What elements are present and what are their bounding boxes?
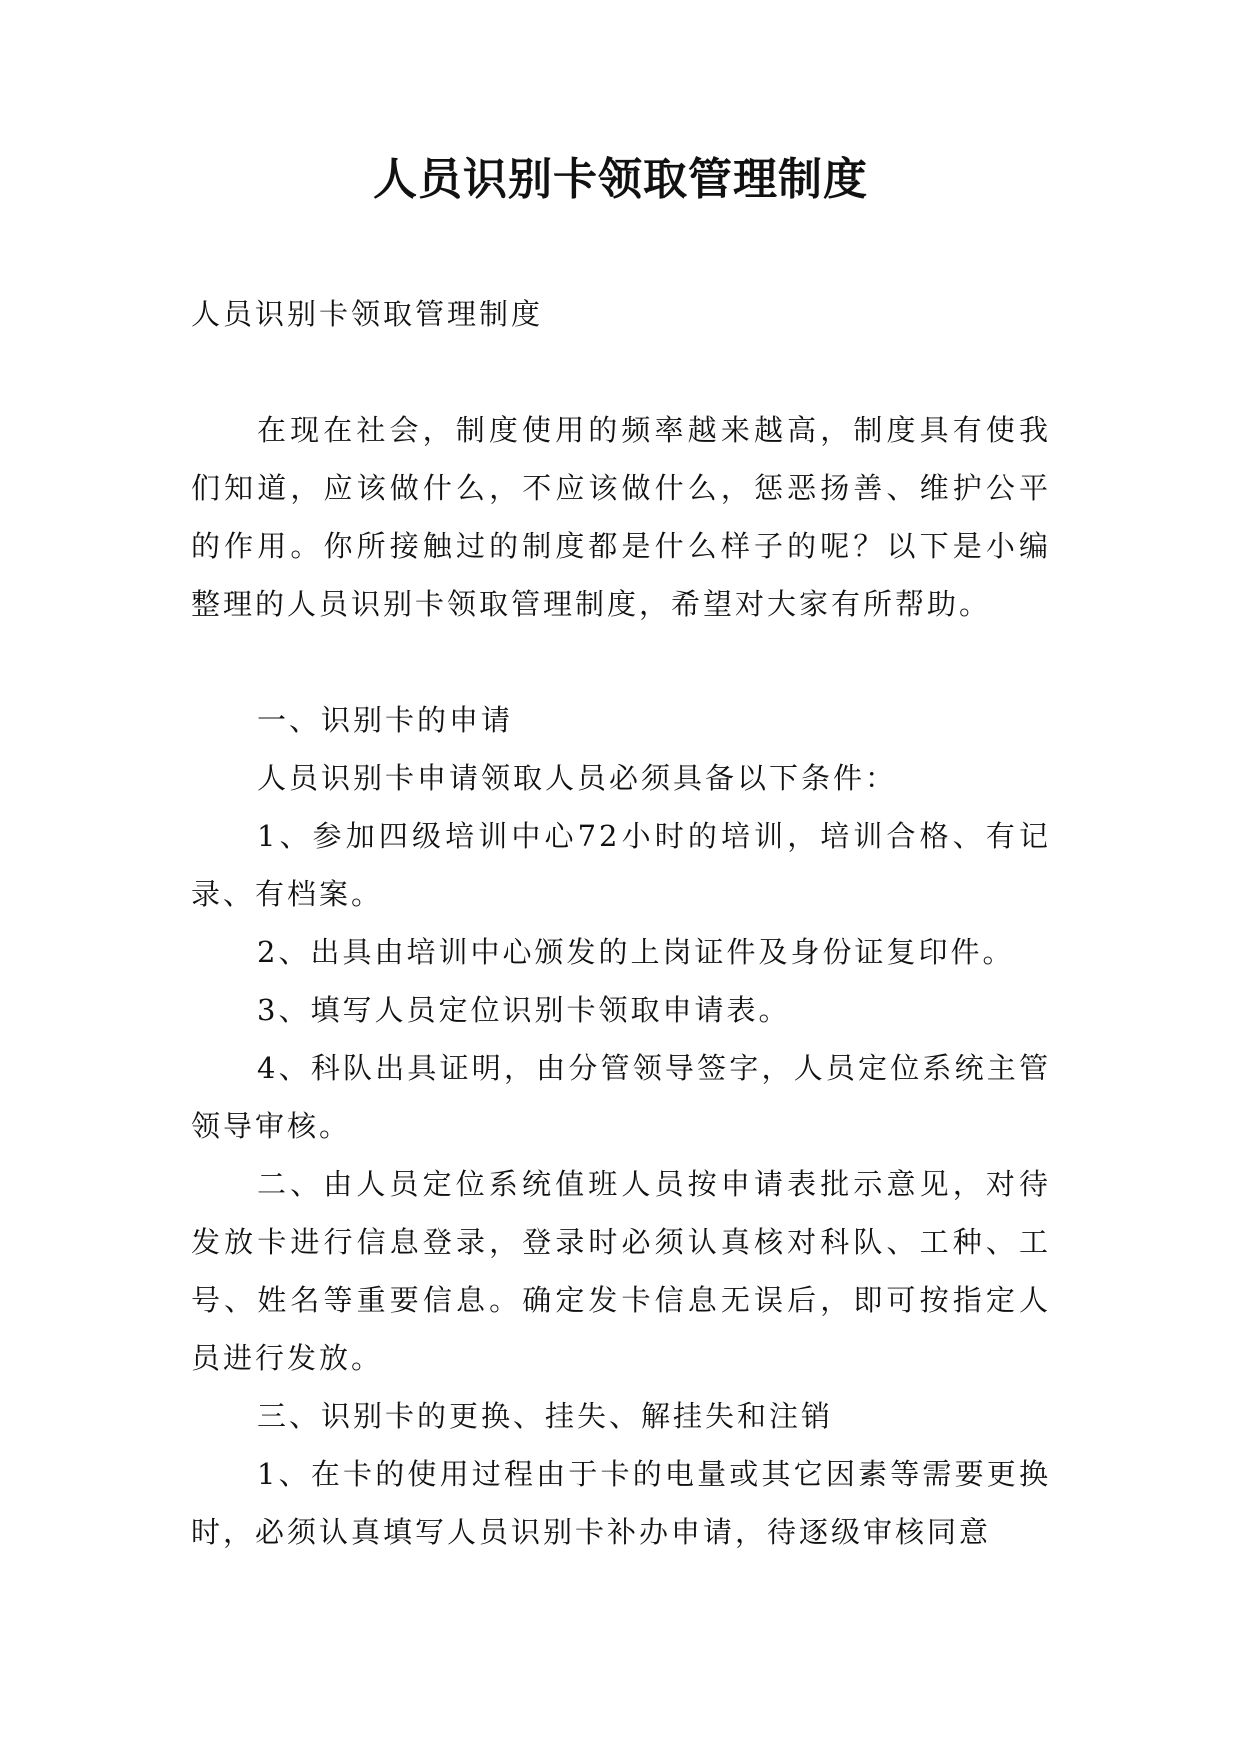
list-item-3: 3、填写人员定位识别卡领取申请表。 (257, 993, 791, 1027)
section-paragraph-issuing: 二、由人员定位系统值班人员按申请表批示意见，对待发放卡进行信息登录，登录时必须认真核对科队、工种、工号、姓名等重要信息。确定发卡信息无误后，即可按指定人员进行发放。 (191, 1167, 1051, 1375)
document-body (191, 285, 1051, 1561)
list-item-replacement-1: 1、在卡的使用过程由于卡的电量或其它因素等需要更换时，必须认真填写人员识别卡补办申请，待逐级审核同意 (191, 1457, 1051, 1549)
document-subtitle: 人员识别卡领取管理制度 (191, 297, 544, 331)
paragraph-conditions: 人员识别卡申请领取人员必须具备以下条件： (257, 761, 898, 795)
list-item-4: 4、科队出具证明，由分管领导签字，人员定位系统主管领导审核。 (191, 1051, 1051, 1143)
section-heading-replacement: 三、识别卡的更换、挂失、解挂失和注销 (257, 1399, 834, 1433)
list-item-1: 1、参加四级培训中心72小时的培训，培训合格、有记录、有档案。 (191, 819, 1051, 911)
intro-paragraph: 在现在社会，制度使用的频率越来越高，制度具有使我们知道，应该做什么，不应该做什么，惩恶扬善、维护公平的作用。你所接触过的制度都是什么样子的呢？以下是小编整理的人员识别卡领取管理制度，希望对大家有所帮助。 (191, 413, 1051, 621)
document-title: 人员识别卡领取管理制度 (373, 154, 868, 205)
list-item-2: 2、出具由培训中心颁发的上岗证件及身份证复印件。 (257, 935, 1015, 969)
section-heading-application: 一、识别卡的申请 (257, 703, 514, 737)
